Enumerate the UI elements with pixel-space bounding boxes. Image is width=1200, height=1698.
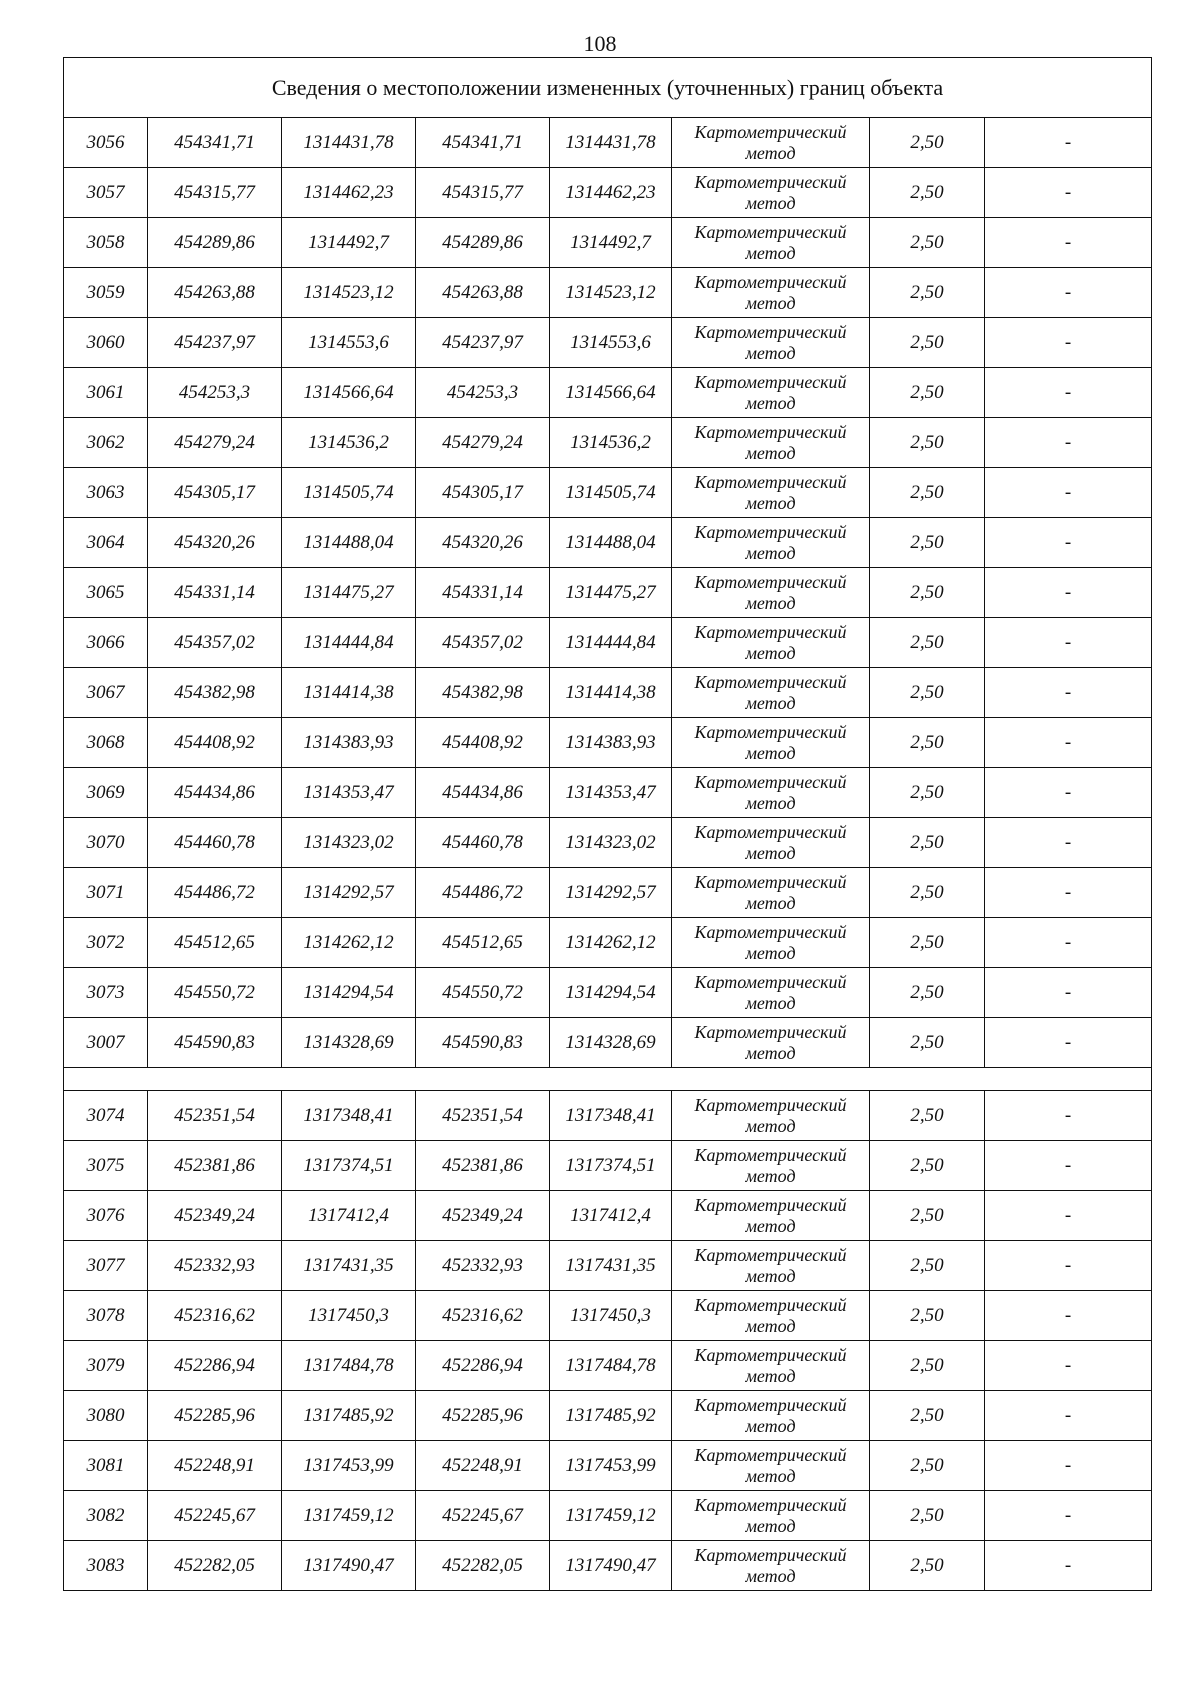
cell-y-new: 1314328,69 [550,1018,672,1068]
cell-description: - [985,818,1152,868]
cell-x-new: 452316,62 [416,1291,550,1341]
cell-x-new: 454289,86 [416,218,550,268]
cell-method: Картометрический метод [672,818,870,868]
cell-method: Картометрический метод [672,1241,870,1291]
cell-y-old: 1314492,7 [282,218,416,268]
cell-x-old: 454263,88 [148,268,282,318]
cell-description: - [985,1241,1152,1291]
table-row [64,868,1152,918]
cell-accuracy: 2,50 [870,918,985,968]
cell-y-old: 1314294,54 [282,968,416,1018]
cell-accuracy: 2,50 [870,868,985,918]
cell-x-old: 454357,02 [148,618,282,668]
cell-y-new: 1314414,38 [550,668,672,718]
cell-y-old: 1314505,74 [282,468,416,518]
cell-y-new: 1317431,35 [550,1241,672,1291]
cell-description: - [985,1141,1152,1191]
cell-method: Картометрический метод [672,168,870,218]
cell-accuracy: 2,50 [870,318,985,368]
table-row [64,618,1152,668]
table-row [64,718,1152,768]
cell-y-new: 1314292,57 [550,868,672,918]
cell-y-old: 1317459,12 [282,1491,416,1541]
cell-description: - [985,768,1152,818]
cell-x-new: 452248,91 [416,1441,550,1491]
cell-y-old: 1317450,3 [282,1291,416,1341]
cell-method: Картометрический метод [672,1441,870,1491]
contour-separator-cell [64,1068,1152,1091]
cell-accuracy: 2,50 [870,1291,985,1341]
cell-method: Картометрический метод [672,418,870,468]
cell-method: Картометрический метод [672,318,870,368]
cell-x-old: 452248,91 [148,1441,282,1491]
cell-accuracy: 2,50 [870,418,985,468]
cell-x-new: 454357,02 [416,618,550,668]
cell-point-number: 3064 [64,518,148,568]
cell-y-new: 1317484,78 [550,1341,672,1391]
cell-description: - [985,1491,1152,1541]
cell-x-new: 454253,3 [416,368,550,418]
table-row [64,268,1152,318]
table-row [64,1141,1152,1191]
cell-x-old: 454460,78 [148,818,282,868]
cell-x-old: 454237,97 [148,318,282,368]
cell-x-new: 454237,97 [416,318,550,368]
cell-description: - [985,468,1152,518]
cell-y-old: 1314328,69 [282,1018,416,1068]
cell-description: - [985,718,1152,768]
cell-y-new: 1314488,04 [550,518,672,568]
cell-y-new: 1314431,78 [550,118,672,168]
cell-method: Картометрический метод [672,1018,870,1068]
cell-x-new: 454486,72 [416,868,550,918]
table-title-row [64,58,1152,118]
cell-method: Картометрический метод [672,1391,870,1441]
cell-y-new: 1317450,3 [550,1291,672,1341]
cell-x-old: 452245,67 [148,1491,282,1541]
cell-x-old: 454341,71 [148,118,282,168]
cell-x-old: 454315,77 [148,168,282,218]
cell-point-number: 3076 [64,1191,148,1241]
cell-x-old: 454279,24 [148,418,282,468]
cell-y-new: 1314294,54 [550,968,672,1018]
cell-method: Картометрический метод [672,468,870,518]
cell-x-old: 452286,94 [148,1341,282,1391]
cell-y-old: 1317484,78 [282,1341,416,1391]
cell-point-number: 3071 [64,868,148,918]
cell-y-old: 1314292,57 [282,868,416,918]
cell-y-old: 1317453,99 [282,1441,416,1491]
cell-x-old: 454486,72 [148,868,282,918]
cell-accuracy: 2,50 [870,618,985,668]
cell-x-old: 454550,72 [148,968,282,1018]
cell-description: - [985,368,1152,418]
table-row [64,768,1152,818]
cell-description: - [985,168,1152,218]
table-row [64,1191,1152,1241]
table-row [64,1241,1152,1291]
cell-y-old: 1314553,6 [282,318,416,368]
page-number: 108 [583,31,617,56]
cell-description: - [985,1541,1152,1591]
cell-y-old: 1317431,35 [282,1241,416,1291]
cell-description: - [985,218,1152,268]
cell-description: - [985,1191,1152,1241]
cell-x-old: 454408,92 [148,718,282,768]
cell-x-old: 454590,83 [148,1018,282,1068]
cell-y-old: 1314353,47 [282,768,416,818]
cell-x-old: 454382,98 [148,668,282,718]
cell-x-new: 454590,83 [416,1018,550,1068]
cell-y-old: 1314523,12 [282,268,416,318]
cell-method: Картометрический метод [672,218,870,268]
cell-y-new: 1314262,12 [550,918,672,968]
cell-y-new: 1317348,41 [550,1091,672,1141]
cell-point-number: 3081 [64,1441,148,1491]
cell-point-number: 3073 [64,968,148,1018]
cell-accuracy: 2,50 [870,168,985,218]
cell-y-new: 1317485,92 [550,1391,672,1441]
contour-separator-row [64,1068,1152,1091]
cell-x-new: 454460,78 [416,818,550,868]
cell-x-old: 452316,62 [148,1291,282,1341]
cell-point-number: 3067 [64,668,148,718]
cell-x-new: 454512,65 [416,918,550,968]
cell-method: Картометрический метод [672,1341,870,1391]
cell-y-new: 1317459,12 [550,1491,672,1541]
table-row [64,668,1152,718]
cell-y-new: 1314523,12 [550,268,672,318]
cell-x-old: 452332,93 [148,1241,282,1291]
table-row [64,1091,1152,1141]
table-row [64,468,1152,518]
cell-accuracy: 2,50 [870,1391,985,1441]
cell-y-old: 1314444,84 [282,618,416,668]
cell-y-new: 1314353,47 [550,768,672,818]
cell-y-old: 1314475,27 [282,568,416,618]
cell-y-new: 1314383,93 [550,718,672,768]
cell-x-old: 454289,86 [148,218,282,268]
table-row [64,568,1152,618]
cell-description: - [985,418,1152,468]
cell-y-new: 1314553,6 [550,318,672,368]
cell-y-old: 1317490,47 [282,1541,416,1591]
cell-method: Картометрический метод [672,768,870,818]
cell-method: Картометрический метод [672,268,870,318]
cell-method: Картометрический метод [672,1291,870,1341]
cell-y-old: 1317374,51 [282,1141,416,1191]
cell-point-number: 3068 [64,718,148,768]
cell-point-number: 3078 [64,1291,148,1341]
table-row [64,318,1152,368]
cell-point-number: 3007 [64,1018,148,1068]
table-title: Сведения о местоположении измененных (уточненных) границ объекта [64,58,1152,118]
cell-x-old: 452282,05 [148,1541,282,1591]
cell-y-new: 1314444,84 [550,618,672,668]
cell-accuracy: 2,50 [870,1141,985,1191]
cell-y-new: 1317412,4 [550,1191,672,1241]
cell-point-number: 3072 [64,918,148,968]
cell-y-new: 1317374,51 [550,1141,672,1191]
cell-x-new: 452381,86 [416,1141,550,1191]
cell-description: - [985,868,1152,918]
cell-y-new: 1314566,64 [550,368,672,418]
table-row [64,1391,1152,1441]
cell-x-old: 452349,24 [148,1191,282,1241]
cell-accuracy: 2,50 [870,1491,985,1541]
cell-x-new: 454320,26 [416,518,550,568]
cell-y-old: 1314383,93 [282,718,416,768]
table-row [64,918,1152,968]
cell-point-number: 3075 [64,1141,148,1191]
cell-x-new: 454382,98 [416,668,550,718]
cell-point-number: 3079 [64,1341,148,1391]
cell-description: - [985,1091,1152,1141]
cell-accuracy: 2,50 [870,118,985,168]
cell-y-new: 1317490,47 [550,1541,672,1591]
cell-method: Картометрический метод [672,968,870,1018]
cell-x-new: 454550,72 [416,968,550,1018]
cell-y-new: 1317453,99 [550,1441,672,1491]
cell-accuracy: 2,50 [870,518,985,568]
cell-x-new: 454341,71 [416,118,550,168]
cell-point-number: 3059 [64,268,148,318]
cell-description: - [985,968,1152,1018]
table-row [64,1341,1152,1391]
cell-x-old: 454253,3 [148,368,282,418]
cell-point-number: 3057 [64,168,148,218]
table-row [64,1491,1152,1541]
table-row [64,1541,1152,1591]
cell-description: - [985,1018,1152,1068]
boundary-coordinates-table [63,57,1152,1591]
cell-description: - [985,568,1152,618]
cell-method: Картометрический метод [672,1141,870,1191]
cell-description: - [985,618,1152,668]
cell-method: Картометрический метод [672,518,870,568]
cell-description: - [985,1441,1152,1491]
cell-y-old: 1314488,04 [282,518,416,568]
cell-accuracy: 2,50 [870,668,985,718]
table-row [64,1018,1152,1068]
cell-x-new: 452245,67 [416,1491,550,1541]
cell-accuracy: 2,50 [870,368,985,418]
cell-point-number: 3070 [64,818,148,868]
cell-x-new: 454331,14 [416,568,550,618]
cell-x-old: 454434,86 [148,768,282,818]
cell-y-new: 1314323,02 [550,818,672,868]
cell-y-old: 1314414,38 [282,668,416,718]
cell-y-old: 1314431,78 [282,118,416,168]
cell-y-new: 1314475,27 [550,568,672,618]
cell-accuracy: 2,50 [870,218,985,268]
cell-y-old: 1317348,41 [282,1091,416,1141]
cell-description: - [985,1391,1152,1441]
cell-accuracy: 2,50 [870,1241,985,1291]
table-row [64,968,1152,1018]
cell-accuracy: 2,50 [870,1191,985,1241]
cell-y-new: 1314462,23 [550,168,672,218]
cell-point-number: 3056 [64,118,148,168]
cell-description: - [985,918,1152,968]
cell-method: Картометрический метод [672,618,870,668]
cell-point-number: 3061 [64,368,148,418]
cell-x-new: 452282,05 [416,1541,550,1591]
table-row [64,1441,1152,1491]
cell-x-new: 452351,54 [416,1091,550,1141]
cell-x-old: 452285,96 [148,1391,282,1441]
cell-x-new: 454434,86 [416,768,550,818]
table-row [64,518,1152,568]
cell-accuracy: 2,50 [870,1091,985,1141]
cell-method: Картометрический метод [672,1491,870,1541]
cell-method: Картометрический метод [672,1091,870,1141]
cell-y-old: 1317485,92 [282,1391,416,1441]
cell-y-old: 1314536,2 [282,418,416,468]
cell-description: - [985,318,1152,368]
cell-accuracy: 2,50 [870,1018,985,1068]
table-row [64,818,1152,868]
cell-y-new: 1314492,7 [550,218,672,268]
cell-method: Картометрический метод [672,1191,870,1241]
cell-point-number: 3062 [64,418,148,468]
cell-accuracy: 2,50 [870,268,985,318]
cell-y-old: 1314323,02 [282,818,416,868]
cell-point-number: 3074 [64,1091,148,1141]
cell-accuracy: 2,50 [870,968,985,1018]
cell-y-old: 1314462,23 [282,168,416,218]
table-row [64,118,1152,168]
cell-description: - [985,1291,1152,1341]
table-row [64,368,1152,418]
cell-accuracy: 2,50 [870,1541,985,1591]
table-row [64,418,1152,468]
cell-accuracy: 2,50 [870,1341,985,1391]
cell-method: Картометрический метод [672,718,870,768]
cell-x-new: 454408,92 [416,718,550,768]
cell-point-number: 3069 [64,768,148,818]
cell-accuracy: 2,50 [870,568,985,618]
table-row [64,218,1152,268]
cell-y-old: 1314262,12 [282,918,416,968]
cell-accuracy: 2,50 [870,468,985,518]
table-body [64,58,1152,1591]
cell-x-new: 454263,88 [416,268,550,318]
cell-point-number: 3066 [64,618,148,668]
cell-description: - [985,268,1152,318]
cell-description: - [985,1341,1152,1391]
cell-y-new: 1314505,74 [550,468,672,518]
cell-accuracy: 2,50 [870,768,985,818]
cell-point-number: 3060 [64,318,148,368]
cell-x-new: 452285,96 [416,1391,550,1441]
cell-x-old: 454331,14 [148,568,282,618]
cell-method: Картометрический метод [672,118,870,168]
cell-point-number: 3063 [64,468,148,518]
cell-method: Картометрический метод [672,868,870,918]
cell-description: - [985,668,1152,718]
cell-point-number: 3065 [64,568,148,618]
table-row [64,168,1152,218]
cell-method: Картометрический метод [672,568,870,618]
cell-x-old: 454305,17 [148,468,282,518]
table-row [64,1291,1152,1341]
cell-description: - [985,118,1152,168]
cell-x-old: 452351,54 [148,1091,282,1141]
cell-point-number: 3077 [64,1241,148,1291]
cell-accuracy: 2,50 [870,818,985,868]
cell-description: - [985,518,1152,568]
cell-x-old: 454320,26 [148,518,282,568]
cell-point-number: 3083 [64,1541,148,1591]
cell-y-new: 1314536,2 [550,418,672,468]
cell-x-old: 452381,86 [148,1141,282,1191]
cell-x-new: 454279,24 [416,418,550,468]
cell-point-number: 3080 [64,1391,148,1441]
cell-x-old: 454512,65 [148,918,282,968]
cell-y-old: 1317412,4 [282,1191,416,1241]
cell-x-new: 454305,17 [416,468,550,518]
cell-point-number: 3058 [64,218,148,268]
cell-x-new: 452286,94 [416,1341,550,1391]
cell-accuracy: 2,50 [870,1441,985,1491]
cell-method: Картометрический метод [672,368,870,418]
cell-x-new: 452349,24 [416,1191,550,1241]
cell-method: Картометрический метод [672,1541,870,1591]
cell-method: Картометрический метод [672,918,870,968]
cell-method: Картометрический метод [672,668,870,718]
cell-x-new: 454315,77 [416,168,550,218]
cell-accuracy: 2,50 [870,718,985,768]
cell-x-new: 452332,93 [416,1241,550,1291]
cell-y-old: 1314566,64 [282,368,416,418]
cell-point-number: 3082 [64,1491,148,1541]
